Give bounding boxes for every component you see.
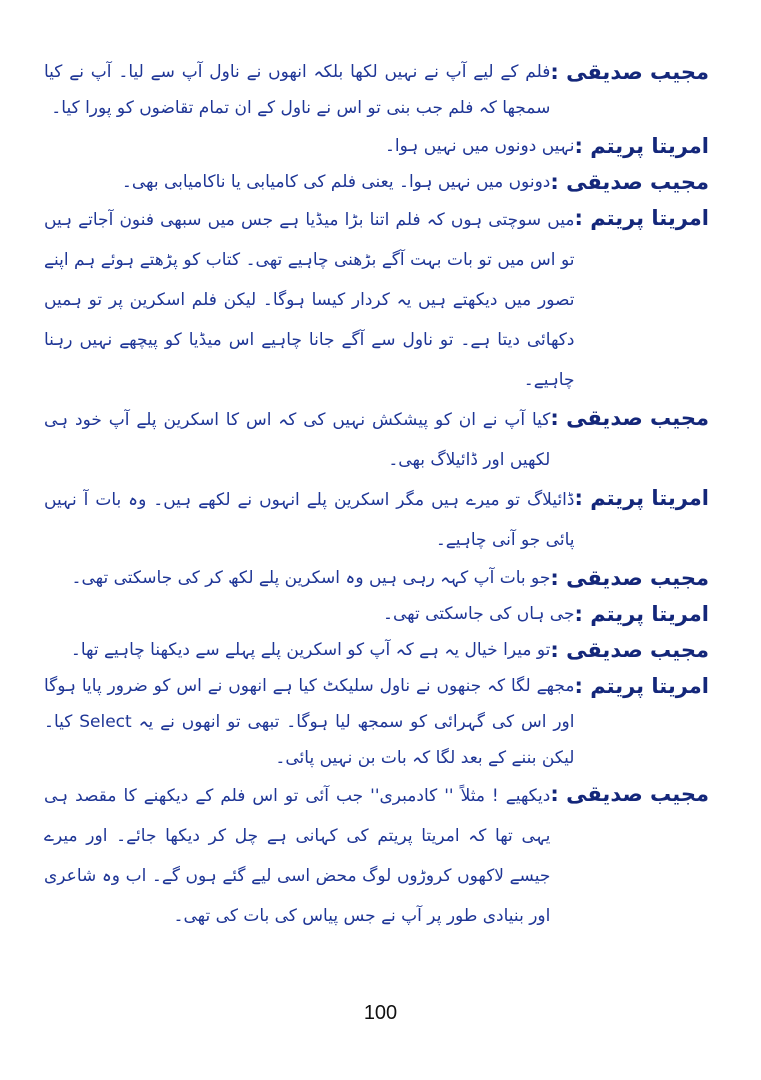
speaker-name: امریتا پریتم : bbox=[574, 206, 709, 230]
speech-text: جی ہاں کی جاسکتی تھی۔ bbox=[382, 604, 575, 624]
interview-dialogue bbox=[44, 54, 709, 936]
dialogue-turn bbox=[44, 776, 709, 936]
speech-text: جو بات آپ کہہ رہی ہیں وہ اسکرین پلے لکھ کر کی جاسکتی تھی۔ bbox=[71, 568, 551, 588]
dialogue-turn bbox=[44, 164, 709, 200]
dialogue-turn bbox=[44, 596, 709, 632]
speaker-name: امریتا پریتم : bbox=[574, 134, 709, 158]
dialogue-turn bbox=[44, 200, 709, 400]
speaker-name: امریتا پریتم : bbox=[574, 602, 709, 626]
dialogue-turn bbox=[44, 128, 709, 164]
speech-text: نہیں دونوں میں نہیں ہوا۔ bbox=[384, 136, 575, 156]
speaker-name: مجیب صدیقی : bbox=[550, 566, 709, 590]
dialogue-turn bbox=[44, 54, 709, 126]
page-number: 100 bbox=[363, 1002, 398, 1024]
dialogue-turn bbox=[44, 560, 709, 596]
dialogue-turn bbox=[44, 400, 709, 480]
speaker-name: مجیب صدیقی : bbox=[550, 60, 709, 84]
speaker-name: مجیب صدیقی : bbox=[550, 638, 709, 662]
speech-text: مجھے لگا کہ جنھوں نے ناول سلیکٹ کیا ہے انھوں نے اس کو ضرور پایا ہوگا اور اس کی گہرائی کو سمجھ لیا ہوگا۔ تبھی تو انھوں نے یہ Select کیا۔ لیکن بننے کے بعد لگا کہ بات بن نہیں پائی۔ bbox=[44, 676, 575, 768]
speech-text: فلم کے لیے آپ نے نہیں لکھا بلکہ انھوں نے ناول آپ سے لیا۔ آپ نے کیا سمجھا کہ فلم جب بنی تو اس نے ناول کے ان تمام تقاضوں کو پورا کیا۔ bbox=[44, 62, 551, 118]
dialogue-turn bbox=[44, 632, 709, 668]
speech-text: تو میرا خیال یہ ہے کہ آپ کو اسکرین پلے پہلے سے دیکھنا چاہیے تھا۔ bbox=[70, 640, 551, 660]
speaker-name: امریتا پریتم : bbox=[574, 674, 709, 698]
speaker-name: مجیب صدیقی : bbox=[550, 170, 709, 194]
speaker-name: مجیب صدیقی : bbox=[550, 782, 709, 806]
speaker-name: مجیب صدیقی : bbox=[550, 406, 709, 430]
dialogue-turn bbox=[44, 668, 709, 776]
speech-text: میں سوچتی ہوں کہ فلم اتنا بڑا میڈیا ہے جس میں سبھی فنون آجاتے ہیں تو اس میں تو بات بہت آگے بڑھنی چاہیے تھی۔ کتاب کو پڑھتے ہوئے ہم اپنے تصور میں دیکھتے ہیں یہ کردار کیسا ہوگا۔ لیکن فلم اسکرین پر تو ہمیں دکھائی دیتا ہے۔ تو ناول سے آگے جانا چاہیے اس میڈیا کو پیچھے نہیں رہنا چاہیے۔ bbox=[44, 210, 575, 390]
dialogue-turn bbox=[44, 480, 709, 560]
speech-text: دونوں میں نہیں ہوا۔ یعنی فلم کی کامیابی یا ناکامیابی بھی۔ bbox=[121, 172, 551, 192]
speech-text: ڈائیلاگ تو میرے ہیں مگر اسکرین پلے انہوں نے لکھے ہیں۔ وہ بات آ نہیں پائی جو آنی چاہیے۔ bbox=[44, 490, 575, 550]
speech-text: کیا آپ نے ان کو پیشکش نہیں کی کہ اس کا اسکرین پلے آپ خود ہی لکھیں اور ڈائیلاگ بھی۔ bbox=[44, 410, 551, 470]
speech-text: دیکھیے ! مثلاً '' کادمبری'' جب آئی تو اس فلم کے دیکھنے کا مقصد ہی یہی تھا کہ امریتا پریتم کی کہانی ہے چل کر دیکھا جائے۔ اور میرے جیسے لاکھوں کروڑوں لوگ محض اسی لیے گئے ہوں گے۔ اب وہ شاعری اور بنیادی طور پر آپ نے جس پیاس کی بات کی تھی۔ bbox=[44, 786, 551, 926]
speaker-name: امریتا پریتم : bbox=[574, 486, 709, 510]
